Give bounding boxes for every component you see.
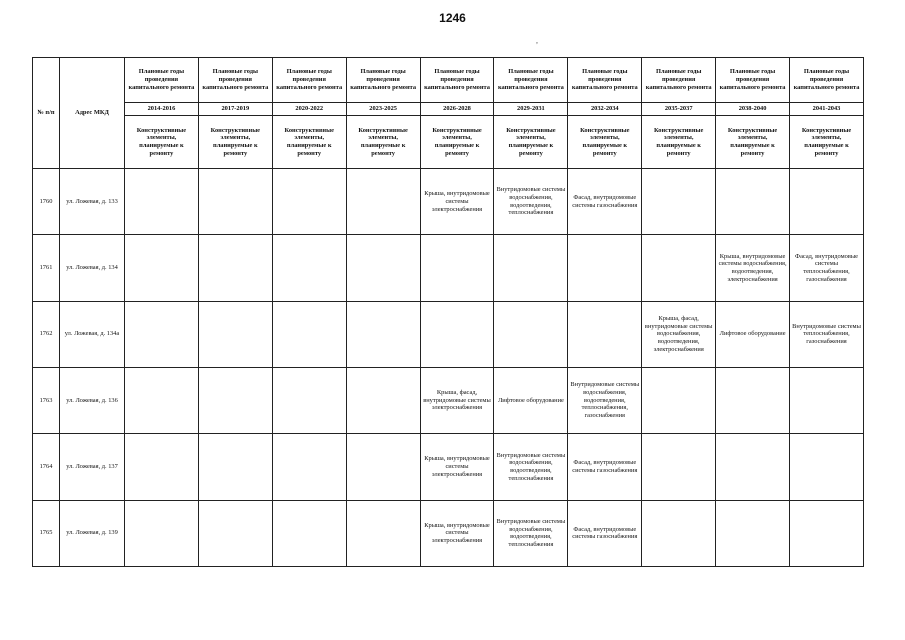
repair-elements-cell: Внутридомовые системы водоснабжения, водоотведения, теплоснабжения, газоснабжения: [568, 367, 642, 433]
table-row: [33, 500, 864, 566]
row-address-cell: ул. Ложевая, д. 139: [60, 500, 125, 566]
row-address-cell: ул. Ложевая, д. 137: [60, 434, 125, 500]
period-elements-header: Конструктивные элементы, планируемые к ремонту: [790, 116, 864, 169]
repair-elements-cell: [716, 169, 790, 235]
period-title-header: Плановые годы проведения капитального ремонта: [346, 58, 420, 103]
repair-elements-cell: Фасад, внутридомовые системы теплоснабжения, газоснабжения: [790, 235, 864, 301]
repair-elements-cell: [125, 235, 199, 301]
repair-elements-cell: [346, 500, 420, 566]
row-number-cell: 1763: [33, 367, 60, 433]
period-years-header: 2038-2040: [716, 103, 790, 116]
period-title-header: Плановые годы проведения капитального ремонта: [125, 58, 199, 103]
period-years-header: 2026-2028: [420, 103, 494, 116]
repair-elements-cell: [198, 301, 272, 367]
repair-elements-cell: [716, 500, 790, 566]
page-number: 1246: [439, 11, 466, 25]
table-row: [33, 301, 864, 367]
period-title-header: Плановые годы проведения капитального ремонта: [494, 58, 568, 103]
repair-elements-cell: [272, 169, 346, 235]
repair-elements-cell: [494, 301, 568, 367]
header-row-period-titles: [33, 58, 864, 103]
repair-elements-cell: [790, 367, 864, 433]
repair-elements-cell: Лифтовое оборудование: [494, 367, 568, 433]
period-elements-header: Конструктивные элементы, планируемые к ремонту: [494, 116, 568, 169]
repair-elements-cell: Фасад, внутридомовые системы газоснабжения: [568, 500, 642, 566]
row-address-cell: ул. Ложевая, д. 134а: [60, 301, 125, 367]
repair-elements-cell: [198, 235, 272, 301]
header-row-elements: [33, 116, 864, 169]
repair-elements-cell: Крыша, внутридомовые системы электроснабжения: [420, 500, 494, 566]
row-number-cell: 1764: [33, 434, 60, 500]
repair-elements-cell: [198, 367, 272, 433]
capital-repair-plan-table: [32, 57, 864, 567]
row-number-cell: 1765: [33, 500, 60, 566]
column-header-address: Адрес МКД: [60, 58, 125, 169]
repair-elements-cell: [568, 235, 642, 301]
period-elements-header: Конструктивные элементы, планируемые к ремонту: [642, 116, 716, 169]
scan-mark: ,: [536, 36, 538, 45]
repair-elements-cell: [272, 367, 346, 433]
period-years-header: 2020-2022: [272, 103, 346, 116]
repair-elements-cell: Внутридомовые системы водоснабжения, водоотведения, теплоснабжения: [494, 169, 568, 235]
repair-elements-cell: Внутридомовые системы водоснабжения, водоотведения, теплоснабжения: [494, 434, 568, 500]
repair-elements-cell: [198, 500, 272, 566]
repair-elements-cell: [346, 367, 420, 433]
repair-elements-cell: [642, 434, 716, 500]
period-years-header: 2041-2043: [790, 103, 864, 116]
repair-elements-cell: [790, 434, 864, 500]
repair-elements-cell: [272, 434, 346, 500]
repair-elements-cell: [790, 500, 864, 566]
repair-elements-cell: [125, 301, 199, 367]
repair-elements-cell: [568, 301, 642, 367]
repair-elements-cell: [716, 434, 790, 500]
repair-elements-cell: [494, 235, 568, 301]
repair-elements-cell: Фасад, внутридомовые системы газоснабжения: [568, 434, 642, 500]
repair-elements-cell: [125, 169, 199, 235]
repair-elements-cell: [420, 301, 494, 367]
period-years-header: 2032-2034: [568, 103, 642, 116]
row-address-cell: ул. Ложевая, д. 133: [60, 169, 125, 235]
period-elements-header: Конструктивные элементы, планируемые к ремонту: [568, 116, 642, 169]
column-header-number: № п/п: [33, 58, 60, 169]
header-row-years: [33, 103, 864, 116]
period-years-header: 2023-2025: [346, 103, 420, 116]
repair-elements-cell: [642, 500, 716, 566]
repair-elements-cell: Лифтовое оборудование: [716, 301, 790, 367]
period-title-header: Плановые годы проведения капитального ремонта: [716, 58, 790, 103]
repair-elements-cell: [346, 301, 420, 367]
repair-elements-cell: [272, 500, 346, 566]
period-elements-header: Конструктивные элементы, планируемые к ремонту: [125, 116, 199, 169]
period-title-header: Плановые годы проведения капитального ремонта: [568, 58, 642, 103]
repair-elements-cell: [125, 367, 199, 433]
repair-elements-cell: [272, 301, 346, 367]
repair-elements-cell: Внутридомовые системы теплоснабжения, газоснабжения: [790, 301, 864, 367]
period-title-header: Плановые годы проведения капитального ремонта: [642, 58, 716, 103]
repair-elements-cell: [346, 169, 420, 235]
table-row: [33, 169, 864, 235]
row-number-cell: 1760: [33, 169, 60, 235]
repair-elements-cell: [125, 500, 199, 566]
repair-elements-cell: [790, 169, 864, 235]
repair-elements-cell: [420, 235, 494, 301]
period-title-header: Плановые годы проведения капитального ремонта: [272, 58, 346, 103]
period-elements-header: Конструктивные элементы, планируемые к ремонту: [272, 116, 346, 169]
repair-elements-cell: Фасад, внутридомовые системы газоснабжения: [568, 169, 642, 235]
period-years-header: 2035-2037: [642, 103, 716, 116]
row-address-cell: ул. Ложевая, д. 134: [60, 235, 125, 301]
period-elements-header: Конструктивные элементы, планируемые к ремонту: [346, 116, 420, 169]
period-title-header: Плановые годы проведения капитального ремонта: [198, 58, 272, 103]
repair-elements-cell: [198, 169, 272, 235]
period-years-header: 2014-2016: [125, 103, 199, 116]
table-row: [33, 367, 864, 433]
repair-elements-cell: Крыша, фасад, внутридомовые системы электроснабжения: [420, 367, 494, 433]
period-title-header: Плановые годы проведения капитального ремонта: [790, 58, 864, 103]
table-row: [33, 235, 864, 301]
table-body: [33, 169, 864, 567]
repair-elements-cell: [642, 169, 716, 235]
repair-elements-cell: [198, 434, 272, 500]
period-elements-header: Конструктивные элементы, планируемые к ремонту: [716, 116, 790, 169]
repair-elements-cell: Крыша, внутридомовые системы электроснабжения: [420, 434, 494, 500]
repair-elements-cell: Крыша, внутридомовые системы электроснабжения: [420, 169, 494, 235]
repair-elements-cell: [125, 434, 199, 500]
row-number-cell: 1761: [33, 235, 60, 301]
repair-elements-cell: Крыша, внутридомовые системы водоснабжения, водоотведения, электроснабжения: [716, 235, 790, 301]
repair-elements-cell: Крыша, фасад, внутридомовые системы водоснабжения, водоотведения, электроснабжения: [642, 301, 716, 367]
row-number-cell: 1762: [33, 301, 60, 367]
row-address-cell: ул. Ложевая, д. 136: [60, 367, 125, 433]
repair-elements-cell: [272, 235, 346, 301]
period-years-header: 2029-2031: [494, 103, 568, 116]
period-years-header: 2017-2019: [198, 103, 272, 116]
period-elements-header: Конструктивные элементы, планируемые к ремонту: [420, 116, 494, 169]
repair-elements-cell: [642, 367, 716, 433]
repair-elements-cell: [716, 367, 790, 433]
repair-elements-cell: Внутридомовые системы водоснабжения, водоотведения, теплоснабжения: [494, 500, 568, 566]
period-title-header: Плановые годы проведения капитального ремонта: [420, 58, 494, 103]
period-elements-header: Конструктивные элементы, планируемые к ремонту: [198, 116, 272, 169]
repair-elements-cell: [346, 434, 420, 500]
repair-elements-cell: [346, 235, 420, 301]
repair-elements-cell: [642, 235, 716, 301]
table-row: [33, 434, 864, 500]
